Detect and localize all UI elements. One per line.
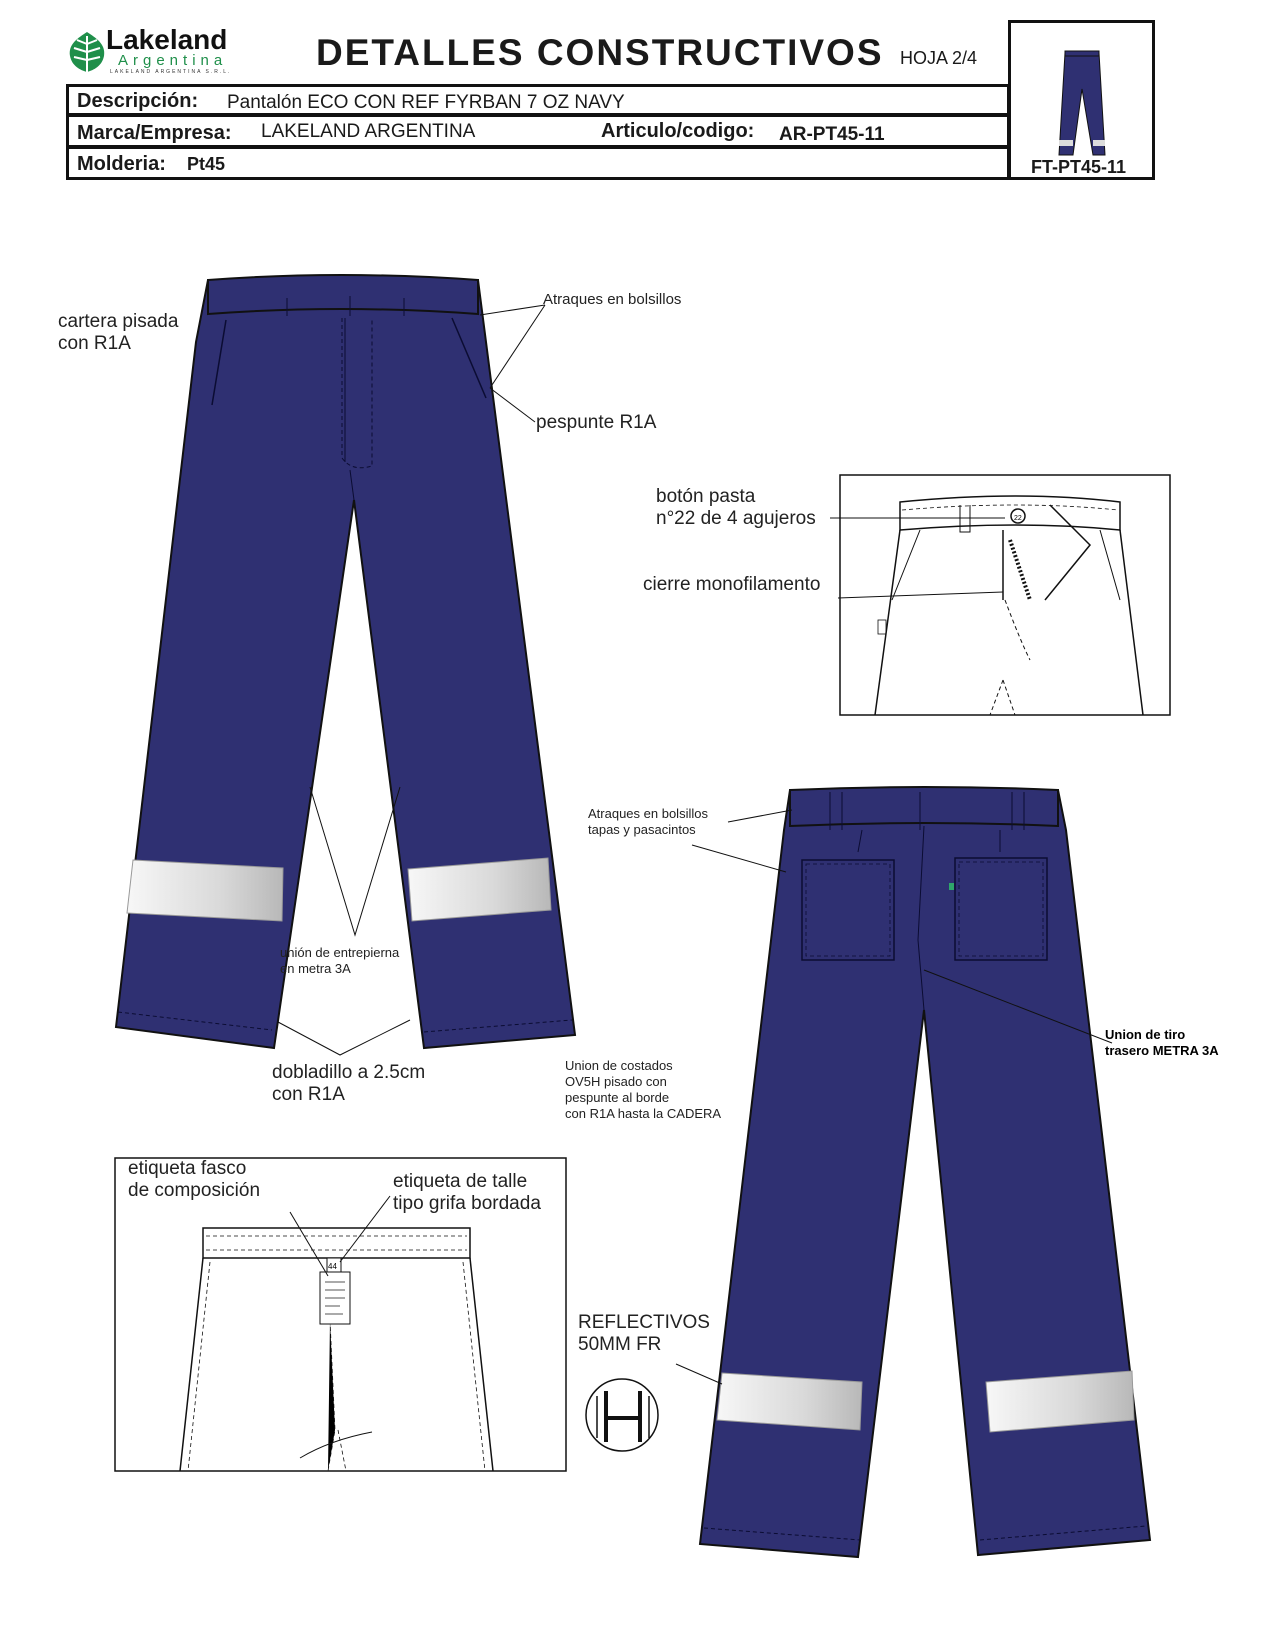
note-union-entrepierna [280,945,399,977]
note-atraques-back-line2: tapas y pasacintos [588,822,696,837]
page-title: DETALLES CONSTRUCTIVOS [316,32,884,73]
note-tiro-line2: trasero METRA 3A [1105,1043,1219,1058]
note-costados-line3: pespunte al borde [565,1090,670,1105]
note-pespunte: pespunte R1A [536,412,657,433]
pattern-value: Pt45 [187,154,226,174]
note-fasco-line1: etiqueta fasco [128,1158,247,1179]
logo-sub: Argentina [118,52,228,69]
note-costados [565,1058,721,1122]
note-cartera-line1: cartera pisada [58,311,179,332]
note-union-line1: unión de entrepierna [280,945,400,960]
sheet-code: FT-PT45-11 [1031,157,1127,177]
note-tiro [1105,1027,1219,1059]
note-dobladillo-line2: con R1A [272,1084,345,1105]
sheet-number: HOJA 2/4 [900,48,978,68]
note-cartera [58,311,178,355]
note-fasco-line2: de composición [128,1180,261,1201]
note-atraques-back [588,806,708,838]
note-atraques-front: Atraques en bolsillos [543,291,682,308]
size-tag: 44 [328,1262,337,1271]
note-talle [393,1171,541,1215]
description-value: Pantalón ECO CON REF FYRBAN 7 OZ NAVY [227,92,625,113]
fly-detail-drawing [840,475,1170,715]
brand-value: LAKELAND ARGENTINA [261,121,476,142]
note-fasco [128,1158,260,1202]
front-pants-drawing [116,275,575,1048]
article-label: Articulo/codigo: [601,120,755,142]
note-boton-line2: n°22 de 4 agujeros [656,508,816,529]
logo-name: Lakeland [106,24,228,55]
note-costados-line4: con R1A hasta la CADERA [565,1106,722,1121]
article-value: AR-PT45-11 [779,124,885,145]
back-pants-drawing [700,787,1150,1557]
note-cierre: cierre monofilamento [643,574,821,595]
description-label: Descripción: [77,90,199,112]
note-boton [656,486,816,530]
note-boton-line1: botón pasta [656,486,756,507]
note-cartera-line2: con R1A [58,333,131,354]
note-atraques-back-line1: Atraques en bolsillos [588,806,708,821]
note-dobladillo [272,1062,425,1106]
stitch-symbol-icon [586,1379,658,1451]
note-reflectivos-line2: 50MM FR [578,1334,662,1355]
note-tiro-line1: Union de tiro [1105,1027,1186,1042]
note-union-line2: en metra 3A [280,961,351,976]
note-dobladillo-line1: dobladillo a 2.5cm [272,1062,426,1083]
note-talle-line1: etiqueta de talle [393,1171,528,1192]
brand-label: Marca/Empresa: [77,122,232,144]
note-costados-line2: OV5H pisado con [565,1074,667,1089]
note-reflectivos [578,1312,710,1356]
note-reflectivos-line1: REFLECTIVOS [578,1312,710,1333]
note-talle-line2: tipo grifa bordada [393,1193,541,1214]
note-costados-line1: Union de costados [565,1058,673,1073]
pattern-label: Molderia: [77,153,166,175]
button-mark: 22 [1014,515,1022,522]
logo-tagline: LAKELAND ARGENTINA S.R.L. [110,69,232,75]
